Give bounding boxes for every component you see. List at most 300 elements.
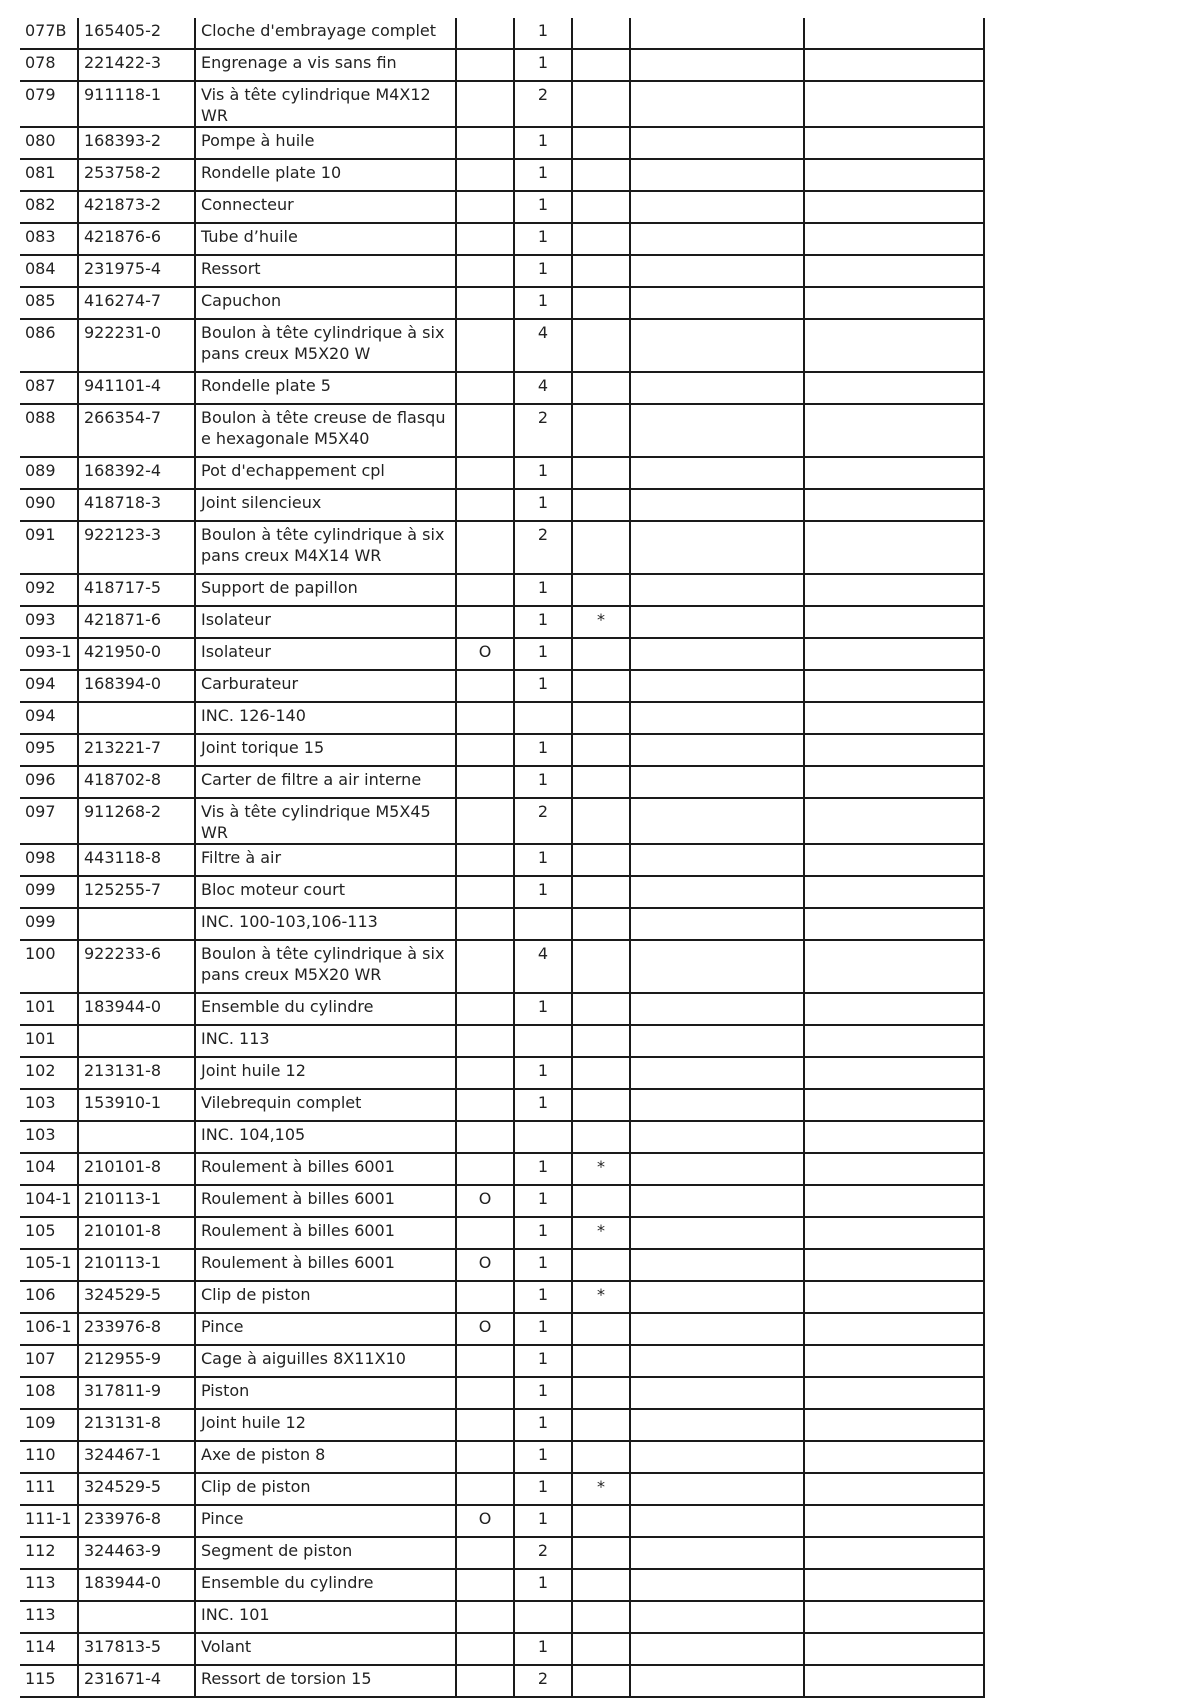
optional-mark-cell [456, 1473, 514, 1505]
part-number-cell: 213131-8 [78, 1057, 195, 1089]
blank-cell-cell [630, 1153, 804, 1185]
description-cell: Isolateur [195, 638, 456, 670]
optional-mark-cell [456, 1633, 514, 1665]
item-number-cell: 115 [20, 1665, 78, 1697]
table-row [20, 404, 984, 457]
quantity-cell: 1 [514, 734, 572, 766]
optional-mark-cell [456, 1441, 514, 1473]
item-number-cell: 103 [20, 1121, 78, 1153]
optional-mark-cell [456, 1153, 514, 1185]
description-cell: Vilebrequin complet [195, 1089, 456, 1121]
blank-cell-cell [630, 1409, 804, 1441]
blank-cell-cell [804, 1473, 984, 1505]
blank-cell-cell [804, 287, 984, 319]
table-row [20, 1537, 984, 1569]
blank-cell-cell [804, 1249, 984, 1281]
description-cell: Boulon à tête creuse de flasque hexagonale M5X40 [195, 404, 456, 457]
description-cell: Connecteur [195, 191, 456, 223]
blank-cell-cell [804, 876, 984, 908]
note-mark-cell [572, 1409, 630, 1441]
blank-cell-cell [804, 1569, 984, 1601]
item-number-cell: 113 [20, 1569, 78, 1601]
item-number-cell: 092 [20, 574, 78, 606]
item-number-cell: 094 [20, 702, 78, 734]
optional-mark-cell [456, 127, 514, 159]
note-mark-cell: * [572, 1217, 630, 1249]
blank-cell-cell [804, 1345, 984, 1377]
blank-cell-cell [630, 606, 804, 638]
note-mark-cell [572, 993, 630, 1025]
quantity-cell [514, 1601, 572, 1633]
blank-cell-cell [630, 287, 804, 319]
description-cell: Vis à tête cylindrique M4X12 WR [195, 81, 456, 127]
blank-cell-cell [630, 1441, 804, 1473]
part-number-cell: 213221-7 [78, 734, 195, 766]
blank-cell-cell [804, 1313, 984, 1345]
note-mark-cell: * [572, 606, 630, 638]
blank-cell-cell [630, 223, 804, 255]
description-cell: Joint silencieux [195, 489, 456, 521]
description-cell: Carter de filtre a air interne [195, 766, 456, 798]
blank-cell-cell [630, 1185, 804, 1217]
item-number-cell: 078 [20, 49, 78, 81]
item-number-cell: 080 [20, 127, 78, 159]
blank-cell-cell [804, 766, 984, 798]
note-mark-cell [572, 1505, 630, 1537]
description-cell: Isolateur [195, 606, 456, 638]
item-number-cell: 079 [20, 81, 78, 127]
note-mark-cell [572, 521, 630, 574]
note-mark-cell [572, 638, 630, 670]
blank-cell-cell [804, 255, 984, 287]
item-number-cell: 097 [20, 798, 78, 844]
quantity-cell: 1 [514, 1505, 572, 1537]
description-cell: Pompe à huile [195, 127, 456, 159]
note-mark-cell [572, 191, 630, 223]
item-number-cell: 099 [20, 908, 78, 940]
blank-cell-cell [630, 1537, 804, 1569]
note-mark-cell [572, 702, 630, 734]
description-cell: Vis à tête cylindrique M5X45 WR [195, 798, 456, 844]
table-row [20, 1217, 984, 1249]
note-mark-cell [572, 844, 630, 876]
table-row [20, 521, 984, 574]
part-number-cell: 183944-0 [78, 1569, 195, 1601]
part-number-cell: 210113-1 [78, 1249, 195, 1281]
table-row [20, 49, 984, 81]
note-mark-cell [572, 127, 630, 159]
table-row [20, 1633, 984, 1665]
note-mark-cell [572, 1441, 630, 1473]
blank-cell-cell [804, 670, 984, 702]
note-mark-cell [572, 319, 630, 372]
description-cell: Roulement à billes 6001 [195, 1185, 456, 1217]
note-mark-cell [572, 574, 630, 606]
blank-cell-cell [804, 734, 984, 766]
table-row [20, 1121, 984, 1153]
quantity-cell [514, 1121, 572, 1153]
blank-cell-cell [804, 1537, 984, 1569]
quantity-cell: 1 [514, 1281, 572, 1313]
description-cell: Boulon à tête cylindrique à six pans creux M4X14 WR [195, 521, 456, 574]
quantity-cell: 1 [514, 489, 572, 521]
blank-cell-cell [630, 1665, 804, 1697]
blank-cell-cell [630, 1121, 804, 1153]
quantity-cell: 1 [514, 1313, 572, 1345]
blank-cell-cell [630, 18, 804, 49]
table-row [20, 670, 984, 702]
note-mark-cell [572, 1665, 630, 1697]
part-number-cell [78, 1025, 195, 1057]
description-cell: INC. 113 [195, 1025, 456, 1057]
blank-cell-cell [804, 702, 984, 734]
blank-cell-cell [630, 876, 804, 908]
optional-mark-cell [456, 734, 514, 766]
item-number-cell: 112 [20, 1537, 78, 1569]
blank-cell-cell [630, 638, 804, 670]
note-mark-cell [572, 159, 630, 191]
blank-cell-cell [804, 1121, 984, 1153]
description-cell: Ensemble du cylindre [195, 1569, 456, 1601]
optional-mark-cell [456, 1217, 514, 1249]
blank-cell-cell [630, 1025, 804, 1057]
optional-mark-cell [456, 844, 514, 876]
quantity-cell: 1 [514, 1185, 572, 1217]
table-row [20, 876, 984, 908]
blank-cell-cell [804, 1633, 984, 1665]
item-number-cell: 098 [20, 844, 78, 876]
blank-cell-cell [630, 1281, 804, 1313]
table-row [20, 1313, 984, 1345]
table-row [20, 844, 984, 876]
item-number-cell: 096 [20, 766, 78, 798]
item-number-cell: 077B [20, 18, 78, 49]
table-row [20, 1409, 984, 1441]
item-number-cell: 109 [20, 1409, 78, 1441]
table-row [20, 1441, 984, 1473]
quantity-cell: 1 [514, 670, 572, 702]
part-number-cell: 212955-9 [78, 1345, 195, 1377]
description-cell: Axe de piston 8 [195, 1441, 456, 1473]
description-cell: Boulon à tête cylindrique à six pans creux M5X20 WR [195, 940, 456, 993]
note-mark-cell [572, 489, 630, 521]
part-number-cell: 418717-5 [78, 574, 195, 606]
blank-cell-cell [804, 127, 984, 159]
table-row [20, 1665, 984, 1697]
table-row [20, 1601, 984, 1633]
part-number-cell: 922233-6 [78, 940, 195, 993]
table-row [20, 457, 984, 489]
note-mark-cell [572, 1121, 630, 1153]
part-number-cell [78, 908, 195, 940]
quantity-cell: 1 [514, 1153, 572, 1185]
note-mark-cell [572, 1249, 630, 1281]
blank-cell-cell [630, 1377, 804, 1409]
note-mark-cell [572, 908, 630, 940]
note-mark-cell [572, 287, 630, 319]
blank-cell-cell [630, 844, 804, 876]
note-mark-cell [572, 1185, 630, 1217]
blank-cell-cell [630, 1505, 804, 1537]
blank-cell-cell [630, 521, 804, 574]
blank-cell-cell [804, 1089, 984, 1121]
blank-cell-cell [804, 1025, 984, 1057]
part-number-cell: 421876-6 [78, 223, 195, 255]
optional-mark-cell [456, 1057, 514, 1089]
optional-mark-cell [456, 223, 514, 255]
part-number-cell: 231975-4 [78, 255, 195, 287]
item-number-cell: 104-1 [20, 1185, 78, 1217]
item-number-cell: 087 [20, 372, 78, 404]
table-row [20, 908, 984, 940]
item-number-cell: 100 [20, 940, 78, 993]
quantity-cell: 1 [514, 844, 572, 876]
description-cell: Ressort [195, 255, 456, 287]
table-row [20, 287, 984, 319]
description-cell: Segment de piston [195, 1537, 456, 1569]
blank-cell-cell [804, 1057, 984, 1089]
part-number-cell: 168393-2 [78, 127, 195, 159]
note-mark-cell [572, 49, 630, 81]
table-row [20, 1569, 984, 1601]
item-number-cell: 095 [20, 734, 78, 766]
quantity-cell: 1 [514, 457, 572, 489]
blank-cell-cell [804, 49, 984, 81]
description-cell: Bloc moteur court [195, 876, 456, 908]
item-number-cell: 105 [20, 1217, 78, 1249]
description-cell: Roulement à billes 6001 [195, 1217, 456, 1249]
blank-cell-cell [630, 940, 804, 993]
description-cell: Ensemble du cylindre [195, 993, 456, 1025]
blank-cell-cell [804, 372, 984, 404]
part-number-cell [78, 1601, 195, 1633]
table-row [20, 1057, 984, 1089]
quantity-cell: 1 [514, 1249, 572, 1281]
note-mark-cell: * [572, 1281, 630, 1313]
quantity-cell: 1 [514, 876, 572, 908]
item-number-cell: 101 [20, 1025, 78, 1057]
quantity-cell: 1 [514, 159, 572, 191]
blank-cell-cell [804, 1409, 984, 1441]
blank-cell-cell [630, 191, 804, 223]
table-row [20, 1153, 984, 1185]
description-cell: Rondelle plate 5 [195, 372, 456, 404]
optional-mark-cell [456, 1665, 514, 1697]
quantity-cell: 1 [514, 1377, 572, 1409]
description-cell: Support de papillon [195, 574, 456, 606]
blank-cell-cell [630, 489, 804, 521]
part-number-cell: 183944-0 [78, 993, 195, 1025]
part-number-cell: 210101-8 [78, 1153, 195, 1185]
note-mark-cell [572, 734, 630, 766]
note-mark-cell [572, 1601, 630, 1633]
quantity-cell [514, 702, 572, 734]
description-cell: Pince [195, 1505, 456, 1537]
table-row [20, 1345, 984, 1377]
blank-cell-cell [630, 798, 804, 844]
quantity-cell: 4 [514, 940, 572, 993]
quantity-cell: 1 [514, 1057, 572, 1089]
blank-cell-cell [630, 1569, 804, 1601]
part-number-cell: 210101-8 [78, 1217, 195, 1249]
blank-cell-cell [804, 574, 984, 606]
optional-mark-cell [456, 908, 514, 940]
quantity-cell: 1 [514, 638, 572, 670]
blank-cell-cell [804, 1377, 984, 1409]
note-mark-cell [572, 1377, 630, 1409]
note-mark-cell [572, 404, 630, 457]
description-cell: Joint torique 15 [195, 734, 456, 766]
blank-cell-cell [804, 319, 984, 372]
note-mark-cell [572, 1345, 630, 1377]
blank-cell-cell [630, 993, 804, 1025]
optional-mark-cell [456, 606, 514, 638]
quantity-cell: 1 [514, 223, 572, 255]
blank-cell-cell [804, 1441, 984, 1473]
blank-cell-cell [804, 404, 984, 457]
blank-cell-cell [804, 191, 984, 223]
optional-mark-cell [456, 766, 514, 798]
table-row [20, 798, 984, 844]
note-mark-cell [572, 670, 630, 702]
table-row [20, 1185, 984, 1217]
part-number-cell: 165405-2 [78, 18, 195, 49]
note-mark-cell: * [572, 1153, 630, 1185]
table-row [20, 319, 984, 372]
blank-cell-cell [630, 1249, 804, 1281]
table-row [20, 993, 984, 1025]
quantity-cell: 2 [514, 404, 572, 457]
item-number-cell: 082 [20, 191, 78, 223]
table-row [20, 940, 984, 993]
part-number-cell: 421871-6 [78, 606, 195, 638]
item-number-cell: 105-1 [20, 1249, 78, 1281]
table-row [20, 638, 984, 670]
part-number-cell: 418702-8 [78, 766, 195, 798]
description-cell: Roulement à billes 6001 [195, 1153, 456, 1185]
table-row [20, 18, 984, 49]
quantity-cell: 2 [514, 81, 572, 127]
note-mark-cell [572, 876, 630, 908]
table-row [20, 1089, 984, 1121]
description-cell: Ressort de torsion 15 [195, 1665, 456, 1697]
optional-mark-cell [456, 159, 514, 191]
optional-mark-cell [456, 457, 514, 489]
description-cell: Roulement à billes 6001 [195, 1249, 456, 1281]
blank-cell-cell [804, 1601, 984, 1633]
note-mark-cell [572, 1313, 630, 1345]
description-cell: INC. 100-103,106-113 [195, 908, 456, 940]
description-cell: Boulon à tête cylindrique à six pans creux M5X20 W [195, 319, 456, 372]
part-number-cell: 168394-0 [78, 670, 195, 702]
description-cell: Joint huile 12 [195, 1057, 456, 1089]
quantity-cell: 1 [514, 1473, 572, 1505]
item-number-cell: 090 [20, 489, 78, 521]
optional-mark-cell [456, 940, 514, 993]
blank-cell-cell [804, 1665, 984, 1697]
table-row [20, 606, 984, 638]
table-row [20, 1249, 984, 1281]
quantity-cell: 1 [514, 993, 572, 1025]
item-number-cell: 101 [20, 993, 78, 1025]
blank-cell-cell [630, 404, 804, 457]
table-row [20, 489, 984, 521]
note-mark-cell [572, 81, 630, 127]
note-mark-cell [572, 1569, 630, 1601]
optional-mark-cell: O [456, 1313, 514, 1345]
optional-mark-cell [456, 521, 514, 574]
optional-mark-cell [456, 49, 514, 81]
optional-mark-cell [456, 670, 514, 702]
blank-cell-cell [804, 638, 984, 670]
part-number-cell: 324529-5 [78, 1281, 195, 1313]
optional-mark-cell [456, 18, 514, 49]
part-number-cell: 221422-3 [78, 49, 195, 81]
optional-mark-cell [456, 404, 514, 457]
optional-mark-cell [456, 993, 514, 1025]
blank-cell-cell [630, 1313, 804, 1345]
part-number-cell: 911118-1 [78, 81, 195, 127]
note-mark-cell [572, 798, 630, 844]
quantity-cell: 2 [514, 521, 572, 574]
item-number-cell: 114 [20, 1633, 78, 1665]
quantity-cell: 2 [514, 798, 572, 844]
blank-cell-cell [630, 255, 804, 287]
quantity-cell: 2 [514, 1665, 572, 1697]
optional-mark-cell: O [456, 1249, 514, 1281]
description-cell: Filtre à air [195, 844, 456, 876]
blank-cell-cell [804, 606, 984, 638]
blank-cell-cell [804, 521, 984, 574]
blank-cell-cell [804, 1505, 984, 1537]
item-number-cell: 091 [20, 521, 78, 574]
part-number-cell: 317811-9 [78, 1377, 195, 1409]
item-number-cell: 083 [20, 223, 78, 255]
blank-cell-cell [630, 1217, 804, 1249]
description-cell: Engrenage a vis sans fin [195, 49, 456, 81]
blank-cell-cell [804, 1185, 984, 1217]
description-cell: Carburateur [195, 670, 456, 702]
quantity-cell: 1 [514, 1441, 572, 1473]
part-number-cell: 324529-5 [78, 1473, 195, 1505]
part-number-cell: 317813-5 [78, 1633, 195, 1665]
item-number-cell: 106-1 [20, 1313, 78, 1345]
note-mark-cell [572, 255, 630, 287]
note-mark-cell [572, 223, 630, 255]
optional-mark-cell: O [456, 1505, 514, 1537]
note-mark-cell [572, 1089, 630, 1121]
item-number-cell: 102 [20, 1057, 78, 1089]
blank-cell-cell [630, 49, 804, 81]
description-cell: Pot d'echappement cpl [195, 457, 456, 489]
quantity-cell: 1 [514, 606, 572, 638]
quantity-cell: 1 [514, 1633, 572, 1665]
blank-cell-cell [804, 18, 984, 49]
optional-mark-cell [456, 191, 514, 223]
item-number-cell: 086 [20, 319, 78, 372]
item-number-cell: 099 [20, 876, 78, 908]
quantity-cell: 1 [514, 191, 572, 223]
blank-cell-cell [804, 798, 984, 844]
blank-cell-cell [804, 908, 984, 940]
note-mark-cell [572, 940, 630, 993]
table-row [20, 372, 984, 404]
optional-mark-cell [456, 1025, 514, 1057]
blank-cell-cell [804, 993, 984, 1025]
quantity-cell: 1 [514, 18, 572, 49]
table-row [20, 223, 984, 255]
blank-cell-cell [804, 489, 984, 521]
